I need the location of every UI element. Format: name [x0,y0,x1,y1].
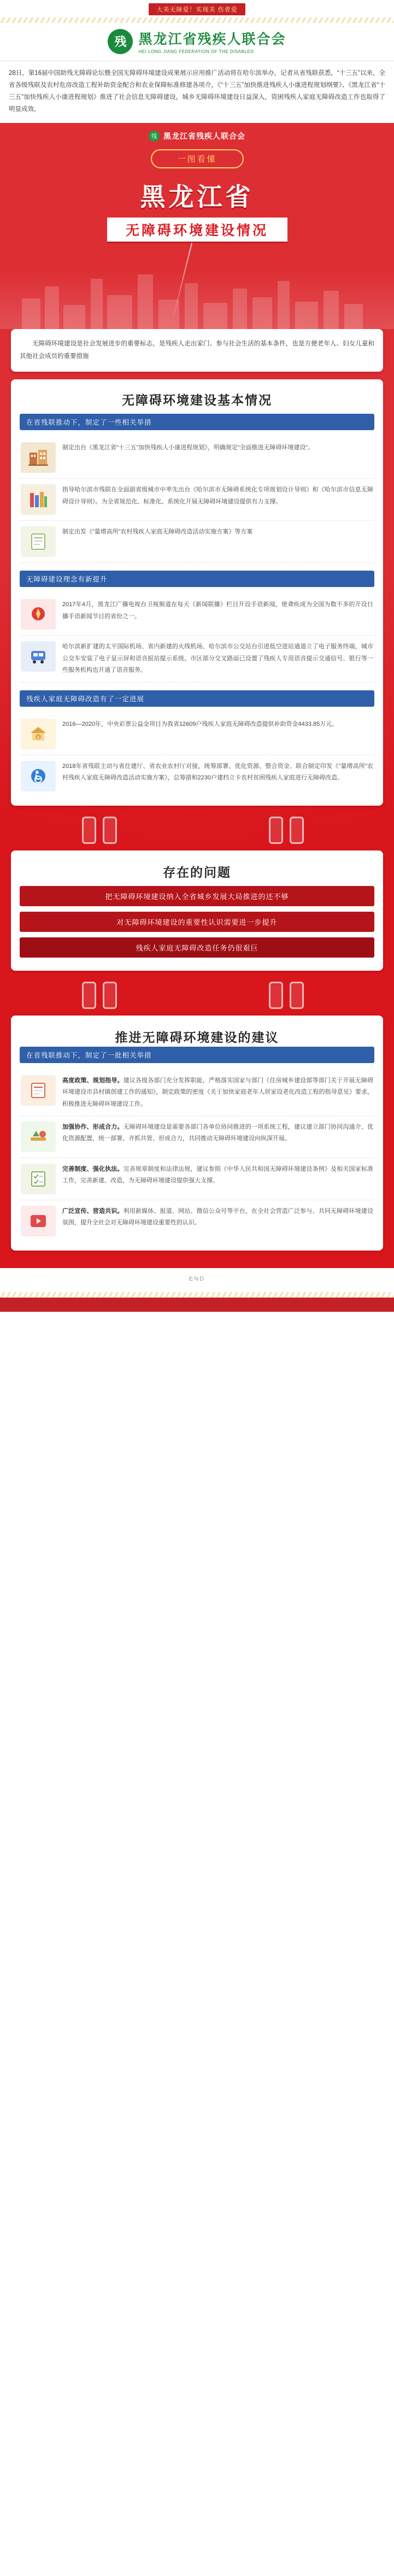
list-item [20,1070,374,1116]
hero-header [0,123,394,242]
top-ribbon-label: 大美无障爱！实现美 伤者爱 [149,3,245,15]
list-item-text [62,1122,373,1145]
hero-title: 黑龙江省 [140,183,254,212]
hero-illustration [0,247,394,329]
org-header [0,23,394,61]
hero-logo-row [0,131,394,142]
advice-lead: 广泛宣传、营造共识。 [62,1208,124,1214]
list-item [20,1158,374,1200]
list-item [20,1116,374,1158]
list-item-text: 2018年省残联主动与省住建厅、省农业农村厅对接，统筹部署、优化资源、整合资金、联合制定印发《“量增高所”农村残疾人家庭无障碍改造活动实施方案》，总筹措和2230户建档立卡农村贫困残疾人家庭进行无障碍改造。 [62,762,373,782]
red-content-body [0,123,394,1268]
advice-body: 无障碍环境建设是需要各部门各单位协同推进的一项系统工程，建议建立部门协同沟通介、优化资源配置、统一部署、齐抓共管、形成合力，共同推动无障碍环境建设向纵深开展。 [62,1124,374,1142]
hero-org-title: 黑龙江省残疾人联合会 [163,132,245,141]
advice-body: 完善规章制度和法律法规，建议参照《中华人民共和国无障碍环境建设条例》及相关国家标准工作，完善新建、改造、为无障碍环境建设提供强大支撑。 [62,1166,374,1184]
list-item-text [62,1075,373,1110]
list-item [20,636,374,682]
hero-subtitle: 无障碍环境建设情况 [107,218,287,242]
top-decor-stripes [0,17,394,23]
org-title-block [138,28,286,54]
problem-bar: 对无障碍环境建设的重要性认识需要进一步提升 [20,912,374,932]
hero-pill-label: 一图看懂 [151,149,244,168]
basic-section-title: 无障碍环境建设基本情况 [122,393,272,408]
quote-card: 无障碍环境建设是社会发展进步的重要标志，是残疾人走出家门、参与社会生活的基本条件，也是方便老年人、妇女儿童和其他社会成员的重要措施 [11,329,383,372]
problem-bar: 残疾人家庭无障碍改造任务仍很艰巨 [20,937,374,958]
list-item-text: 哈尔滨新扩建的太平国际机场、省内新建的火线机场、哈尔滨市公交站台引进低空进站通道立了电子服务终端，城市公交车安装了电子显示屏和语音报站提示系统。市区部分交叉路面已设置了残疾人专用语音提示交通信号、银行等一些服务机构也开通了语音服务。 [62,643,373,674]
list-item [20,479,374,521]
list-item [20,437,374,479]
advice-lead: 高度政策、规划指导。 [62,1077,124,1084]
problem-bar: 把无障碍环境建设纳入全省城乡发展大局推进的还不够 [20,886,374,906]
list-item-text: 指导哈尔滨市残联在全面副省级城市中率先出台《哈尔滨市无障碍系统化专项规划设计导则》和《哈尔滨市信息无障碍设计导则》。为全省规范化、标准化、系统化开展无障碍环境建设提供有力支撑。 [62,486,373,505]
rail-divider-decor [0,813,394,847]
list-item-text [62,1164,373,1187]
ribbon-icon [21,599,56,630]
org-title-en: HEI LONG JIANG FEDERATION OF THE DISABLED [138,49,254,54]
list-item-text: 2017年4月，黑龙江广播电视台卫视频道在每天《新闻联播》栏目开设手语新闻，使聋疾成为全国为数不多的开设日播手语新闻节目的省份之一。 [62,601,373,620]
list-item [20,1200,374,1242]
advice-lead: 完善制度、强化执法。 [62,1166,124,1172]
advice-section-title: 推进无障碍环境建设的建议 [115,1030,279,1045]
advice-lead: 加强协作、形成合力。 [62,1124,124,1130]
rail-divider-decor-2 [0,978,394,1012]
accessible-icon [21,761,56,791]
list-item-text [62,1206,373,1229]
house-money-icon [21,719,56,749]
list-item [20,521,374,563]
list-item [20,713,374,755]
bottom-decor-stripes [0,1292,394,1298]
doc-icon [21,526,56,557]
advice-subheading: 在省残联推动下，制定了一批相关举措 [20,1047,374,1063]
problems-section-title: 存在的问题 [163,865,231,879]
tools-icon [21,1122,56,1152]
list-item [20,755,374,797]
basic-subheading-1: 在省残联推动下，制定了一些相关举措 [20,414,374,430]
org-logo-icon: 残 [108,29,133,54]
report-icon [21,1075,56,1106]
advice-body: 建议各级各部门充分发挥职能，严格落实国家与部门《住房城乡建设部等部门关于开展无障碍环境建设市县村镇创建工作的通知》，制定政策的密度《关于加快家庭老年人居家设老化改造工程的指导意见》要求，积极推进无障碍环境建设工作。 [62,1077,374,1107]
top-ribbon-bar [0,0,394,17]
list-item [20,594,374,636]
basic-situation-card [11,379,383,805]
intro-paragraph: 28日，第16届中国助残无障碍论坛暨全国无障碍环境建设成果展示应用推广活动将在哈尔滨举办，记者从省残联获悉，“十三五”以来，全省各级残联及农村危房改造工程补助资金配合和农业保障标准修建各项介，《“十三五”加快推进残疾人小康进程规划纲要》、《黑龙江省“十三五”加快残疾人小康进程规划》推进了社会信息无障碍建设，城乡无障碍环境建设日益深入，资困残疾人家庭无障碍改造工作也取得了明显成效。 [0,61,394,123]
basic-subheading-2: 无障碍建设理念有新提升 [20,571,374,587]
list-item-text: 制定出发《“量增高所”农村残疾人家庭无障碍改造活动实施方案》等方案 [62,529,253,536]
building-icon [21,442,56,473]
footer-end-label: END [0,1268,394,1292]
problems-card [11,850,383,971]
bottom-color-band [0,1298,394,1312]
advice-card [11,1016,383,1251]
svg-text:¥: ¥ [37,735,40,740]
advice-body: 利用新媒体、报道、网站、微信公众号等平台，在全社会营造广泛参与、共同无障碍环境建设氛围，提升全社会对无障碍环境建设重要性的认识。 [62,1208,374,1227]
books-icon [21,484,56,515]
list-item-text: 制定出台《黑龙江省“十三五”加快残疾人小康进程规划》，明确规定“全面推进无障碍环境建设”。 [62,444,314,451]
basic-subheading-3: 残疾人家庭无障碍改造有了一定进展 [20,690,374,707]
org-title-cn: 黑龙江省残疾人联合会 [138,32,286,47]
play-icon [21,1206,56,1236]
checklist-icon [21,1164,56,1194]
list-item-text: 2016—2020年，中央彩票公益金项目为我省12609户残疾人家庭无障碍改造提供补助资金4433.85万元。 [62,720,338,727]
hero-logo-icon: 残 [149,131,160,142]
train-icon [21,641,56,672]
